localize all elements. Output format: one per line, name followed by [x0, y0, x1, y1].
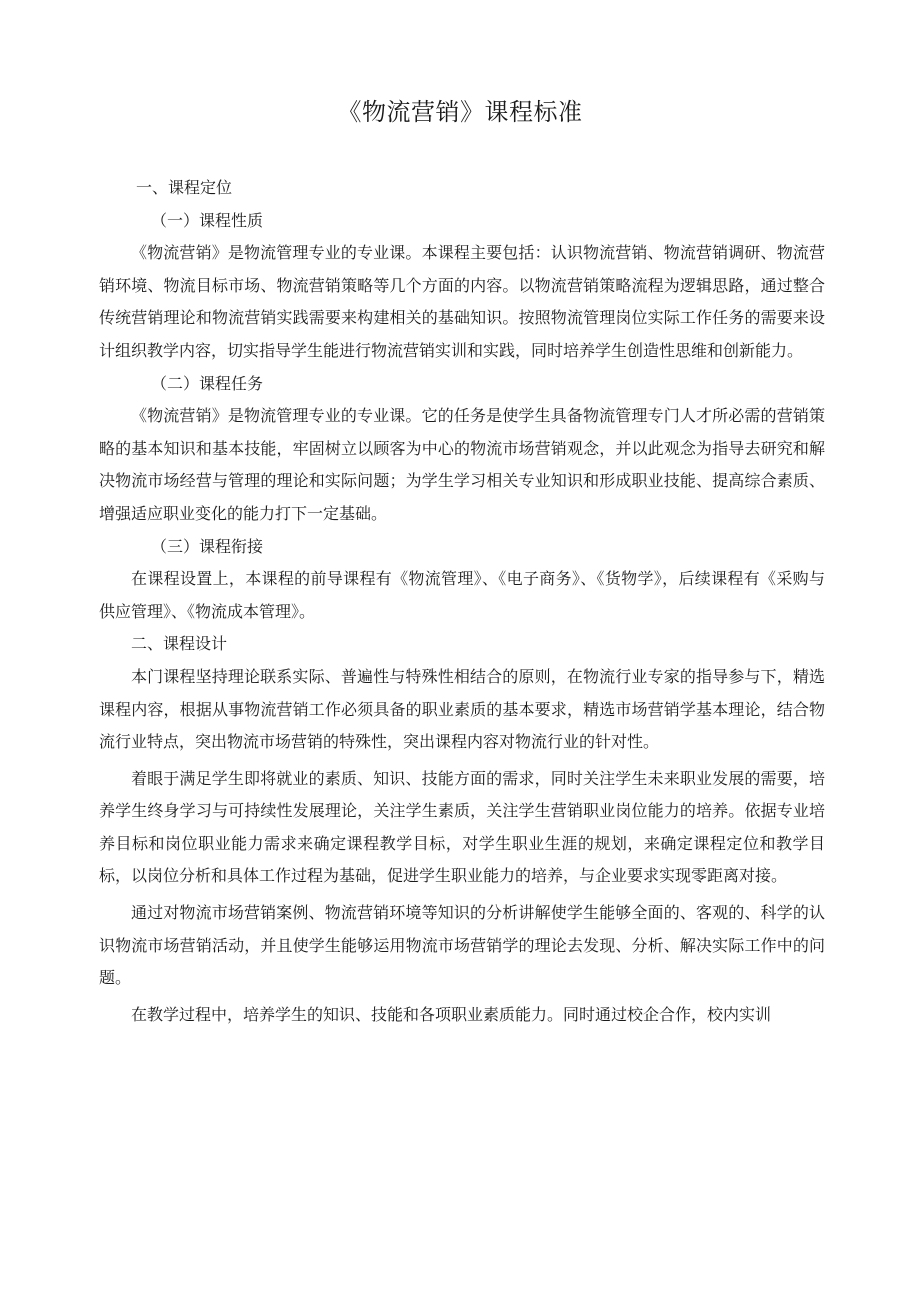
paragraph-course-design-2: 着眼于满足学生即将就业的素质、知识、技能方面的需求，同时关注学生未来职业发展的需要，培养学生终身学习与可持续性发展理论，关注学生素质，关注学生营销职业岗位能力的培养。依据专业培养目标和岗位职业能力需求来确定课程教学目标，对学生职业生涯的规划，来确定课程定位和教学目标，以岗位分析和具体工作过程为基础，促进学生职业能力的培养，与企业要求实现零距离对接。: [99, 768, 825, 886]
paragraph-course-design-4: 在教学过程中，培养学生的知识、技能和各项职业素质能力。同时通过校企合作，校内实训: [131, 1004, 772, 1024]
paragraph-course-design-3: 通过对物流市场营销案例、物流营销环境等知识的分析讲解使学生能够全面的、客观的、科学的认识物流市场营销活动，并且使学生能够运用物流市场营销学的理论去发现、分析、解决实际工作中的问题。: [99, 903, 825, 988]
subsection-heading-course-connection: （三）课程衔接: [151, 536, 264, 556]
paragraph-course-tasks: 《物流营销》是物流管理专业的专业课。它的任务是使学生具备物流管理专门人才所必需的营销策略的基本知识和基本技能，牢固树立以顾客为中心的物流市场营销观念，并以此观念为指导去研究和解决物流市场经营与管理的理论和实际问题；为学生学习相关专业知识和形成职业技能、提高综合素质、增强适应职业变化的能力打下一定基础。: [99, 406, 825, 523]
paragraph-course-connection: 在课程设置上，本课程的前导课程有《物流管理》、《电子商务》、《货物学》，后续课程有《采购与供应管理》、《物流成本管理》。: [99, 569, 825, 621]
document-title: 《物流营销》课程标准: [337, 98, 583, 126]
section-heading-course-positioning: 一、课程定位: [136, 178, 233, 197]
document-body: [99, 172, 825, 1031]
paragraph-course-design-1: 本门课程坚持理论联系实际、普遍性与特殊性相结合的原则，在物流行业专家的指导参与下，精选课程内容，根据从事物流营销工作必须具备的职业素质的基本要求，精选市场营销学基本理论，结合物流行业特点，突出物流市场营销的特殊性，突出课程内容对物流行业的针对性。: [99, 666, 825, 752]
paragraph-course-nature: 《物流营销》是物流管理专业的专业课。本课程主要包括：认识物流营销、物流营销调研、物流营销环境、物流目标市场、物流营销策略等几个方面的内容。以物流营销策略流程为逻辑思路，通过整合传统营销理论和物流营销实践需要来构建相关的基础知识。按照物流管理岗位实际工作任务的需要来设计组织教学内容，切实指导学生能进行物流营销实训和实践，同时培养学生创造性思维和创新能力。: [99, 243, 825, 360]
subsection-heading-course-nature: （一）课程性质: [151, 210, 264, 230]
section-heading-course-design: 二、课程设计: [131, 634, 228, 654]
subsection-heading-course-tasks: （二）课程任务: [151, 373, 264, 393]
